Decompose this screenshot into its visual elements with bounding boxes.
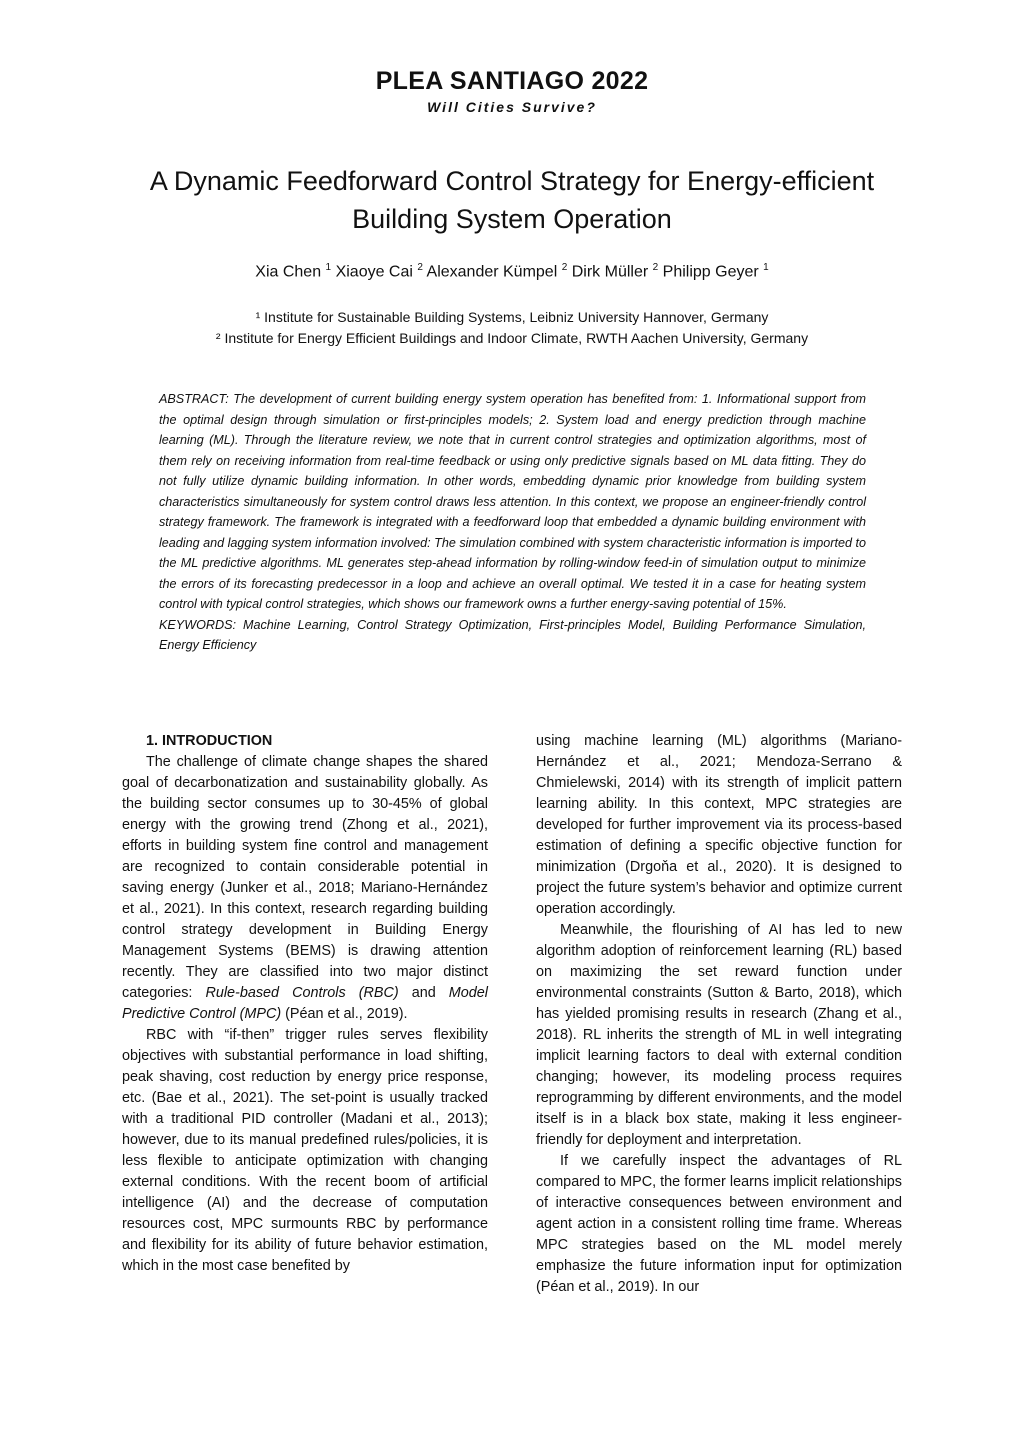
author-affiliation-mark: 2 (652, 262, 659, 273)
author-affiliation-mark: 1 (763, 262, 769, 273)
conference-header (0, 64, 1024, 116)
paragraph-text: The challenge of climate change shapes the shared goal of decarbonatization and sustainability globally. As the building sector consumes up to 30-45% of global energy with the growing trend (Zhong et al., 2021), efforts in building system fine control and management are recognized to contain considerable potential in saving energy (Junker et al., 2018; Mariano-Hernández et al., 2021). In this context, research regarding building control strategy development in Building Energy Management Systems (BEMS) is drawing attention recently. They are classified into two major distinct categories: (122, 754, 488, 1001)
abstract-text: ABSTRACT: The development of current building energy system operation has benefited from: 1. Informational support from the optimal design through simulation or first-principles models; 2. System load and energy prediction through machine learning (ML). Through the literature review, we note that in current control strategies and optimization algorithms, most of them rely on receiving information from real-time feedback or using only predictive signals based on ML data fitting. They do not fully utilize dynamic building information. In other words, embedding dynamic prior knowledge from building system characteristics simultaneously for system control draws less attention. In this context, we propose an engineer-friendly control strategy framework. The framework is integrated with a feedforward loop that embedded a dynamic building environment with leading and lagging system information involved: The simulation combined with system characteristic information is imported to the ML predictive algorithms. ML generates step-ahead information by rolling-window feed-in of simulation output to minimize the errors of its forecasting predecessor in a loop and achieve an overall optimal. We tested it in a case for heating system control with typical control strategies, which shows our framework owns a further energy-saving potential of 15%. (159, 392, 866, 611)
paragraph-text: (Péan et al., 2019). (281, 1006, 408, 1022)
author-affiliation-mark: 1 (325, 262, 332, 273)
affiliation-2: ² Institute for Energy Efficient Buildings and Indoor Climate, RWTH Aachen University, Germany (215, 330, 809, 346)
body-paragraph: using machine learning (ML) algorithms (Mariano-Hernández et al., 2021; Mendoza-Serrano & Chmielewski, 2014) with its strength of implicit pattern learning ability. In this context, MPC strategies are developed for further improvement via its process-based estimation of defining a specific objective function for minimization (Drgoňa et al., 2020). It is designed to project the future system’s behavior and optimize current operation accordingly. (536, 733, 902, 917)
conference-tagline: Will Cities Survive? (427, 99, 597, 115)
author-name: Xiaoye Cai (335, 263, 413, 281)
body-paragraph: RBC with “if-then” trigger rules serves flexibility objectives with substantial performance in load shifting, peak shaving, cost reduction by energy price response, etc. (Bae et al., 2021). The set-point is usually tracked with a traditional PID controller (Madani et al., 2013); however, due to its manual predefined rules/policies, it is less flexible to anticipate optimization with changing external conditions. With the recent boom of artificial intelligence (AI) and the decrease of computation resources cost, MPC surmounts RBC by performance and flexibility for its ability of future behavior estimation, which in the most case benefited by (122, 1027, 488, 1274)
affiliation-1: ¹ Institute for Sustainable Building Systems, Leibniz University Hannover, Germany (255, 309, 769, 325)
keywords-text: KEYWORDS: Machine Learning, Control Strategy Optimization, First-principles Model, Building Performance Simulation, Energy Efficiency (159, 617, 866, 652)
author-name: Xia Chen (255, 263, 322, 281)
author-name: Philipp Geyer (662, 263, 759, 281)
body-paragraph: Meanwhile, the flourishing of AI has led to new algorithm adoption of reinforcement learning (RL) based on maximizing the set reward function under environmental constraints (Sutton & Barto, 2018), which has yielded promising results in research (Zhang et al., 2018). RL inherits the strength of ML in well integrating implicit learning factors to deal with external condition changing; however, its modeling process requires reprogramming by different environments, and the model itself is in a black box state, making it less engineer-friendly for deployment and interpretation. (536, 922, 902, 1148)
body-paragraph (122, 752, 488, 1025)
author-affiliation-mark: 2 (561, 262, 568, 273)
affiliation-list (0, 307, 1024, 349)
italic-term-mpc: Model Predictive Control (MPC) (122, 985, 488, 1022)
body-paragraph: If we carefully inspect the advantages of RL compared to MPC, the former learns implicit relationships of interactive consequences between environment and agent action in a consistent rolling time frame. Whereas MPC strategies based on the ML model merely emphasize the future information input for optimization (Péan et al., 2019). In our (536, 1153, 902, 1295)
italic-term-rbc: Rule-based Controls (RBC) (205, 985, 399, 1001)
conference-title: PLEA SANTIAGO 2022 (375, 67, 649, 95)
body-column-left (122, 731, 488, 1277)
paper-title: A Dynamic Feedforward Control Strategy for Energy-efficient Building System Operation (149, 166, 875, 234)
body-column-right (536, 731, 902, 1298)
author-affiliation-mark: 2 (417, 262, 423, 273)
section-heading: 1. INTRODUCTION (146, 733, 273, 749)
abstract-block (159, 389, 866, 656)
author-name: Alexander Kümpel (426, 263, 558, 281)
author-name: Dirk Müller (571, 263, 649, 281)
paragraph-text: and (398, 985, 449, 1001)
author-list (0, 257, 1024, 283)
